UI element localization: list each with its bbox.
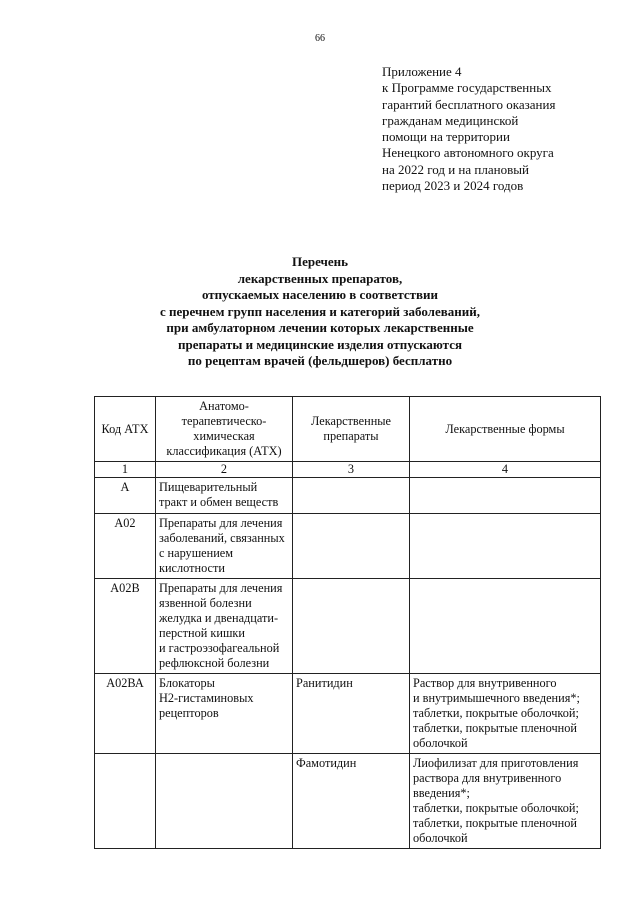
drug-cell: Фамотидин: [293, 754, 410, 849]
cell-line: и гастроэзофагеальной: [159, 641, 280, 655]
cell-line: введения*;: [413, 786, 470, 800]
forms-cell: [410, 478, 601, 514]
cell-line: оболочкой: [413, 831, 468, 845]
cell-line: Препараты для лечения: [159, 581, 283, 595]
cell-line: Раствор для внутривенного: [413, 676, 557, 690]
cell-line: Препараты для лечения: [159, 516, 283, 530]
forms-cell: [410, 674, 601, 754]
header-text: препараты: [323, 429, 379, 443]
appendix-line: на 2022 год и на плановый: [382, 161, 529, 177]
appendix-line: период 2023 и 2024 годов: [382, 178, 524, 194]
forms-cell: [410, 754, 601, 849]
appendix-note: [382, 64, 622, 194]
table-row: [95, 478, 601, 514]
cell-line: язвенной болезни: [159, 596, 252, 610]
table-header-row: [95, 397, 601, 462]
title-line: препараты и медицинские изделия отпускаются: [177, 336, 463, 352]
title-line: при амбулаторном лечении которых лекарственные: [166, 320, 474, 335]
cell-line: оболочкой: [413, 736, 468, 750]
atx-code-cell: [95, 754, 156, 849]
appendix-line: Ненецкого автономного округа: [382, 145, 554, 161]
header-text: химическая: [193, 429, 255, 443]
cell-line: желудка и двенадцати-: [159, 611, 279, 625]
classification-cell: [156, 478, 293, 514]
table-row: [95, 514, 601, 579]
cell-line: рецепторов: [159, 706, 219, 720]
cell-line: и внутримышечного введения*;: [413, 691, 580, 705]
cell-line: Лиофилизат для приготовления: [413, 756, 579, 770]
classification-cell: [156, 754, 293, 849]
title-line: Перечень: [291, 254, 349, 269]
page-number: 66: [315, 33, 325, 44]
atx-code-cell: А02: [95, 514, 156, 579]
column-number-row: [95, 462, 601, 478]
title-line: лекарственных препаратов,: [237, 270, 403, 286]
title-line: с перечнем групп населения и категорий заболеваний,: [160, 303, 480, 319]
atx-code-cell: А: [95, 478, 156, 514]
column-number: 3: [293, 462, 410, 478]
title-line: отпускаемых населению в соответствии: [201, 287, 439, 302]
appendix-line: помощи на территории: [382, 129, 510, 145]
title-line: по рецептам врачей (фельдшеров) бесплатно: [187, 353, 453, 368]
atx-code-cell: А02В: [95, 579, 156, 674]
cell-line: таблетки, покрытые оболочкой;: [413, 706, 579, 720]
cell-line: Пищеварительный: [159, 480, 258, 494]
column-number: 2: [156, 462, 293, 478]
table-row: [95, 754, 601, 849]
document-title: [0, 254, 640, 370]
header-classification: [156, 397, 293, 462]
column-number: 1: [95, 462, 156, 478]
column-number: 4: [410, 462, 601, 478]
classification-cell: [156, 579, 293, 674]
appendix-line: гарантий бесплатного оказания: [382, 96, 556, 112]
cell-line: Блокаторы: [159, 676, 215, 690]
appendix-line: Приложение 4: [382, 64, 462, 79]
forms-cell: [410, 579, 601, 674]
header-text: Анатомо-: [199, 399, 249, 413]
drug-cell: [293, 514, 410, 579]
cell-line: перстной кишки: [159, 626, 245, 640]
cell-line: кислотности: [159, 561, 225, 575]
cell-line: рефлюксной болезни: [159, 656, 270, 670]
cell-line: раствора для внутривенного: [413, 771, 562, 785]
atx-code-cell: А02ВА: [95, 674, 156, 754]
drug-cell: [293, 579, 410, 674]
classification-cell: [156, 674, 293, 754]
cell-line: с нарушением: [159, 546, 234, 560]
header-drugs: [293, 397, 410, 462]
appendix-line: гражданам медицинской: [382, 112, 519, 128]
cell-line: Н2-гистаминовых: [159, 691, 254, 705]
forms-cell: [410, 514, 601, 579]
drug-list-table: [94, 396, 601, 849]
classification-cell: [156, 514, 293, 579]
cell-line: таблетки, покрытые пленочной: [413, 816, 577, 830]
cell-line: заболеваний, связанных: [159, 531, 285, 545]
table-row: [95, 579, 601, 674]
appendix-line: к Программе государственных: [382, 80, 552, 96]
cell-line: таблетки, покрытые оболочкой;: [413, 801, 579, 815]
table-row: [95, 674, 601, 754]
header-text: Лекарственные: [310, 414, 391, 428]
header-text: классификация (АТХ): [166, 444, 282, 458]
cell-line: таблетки, покрытые пленочной: [413, 721, 577, 735]
cell-line: тракт и обмен веществ: [159, 495, 279, 509]
header-text: терапевтическо-: [181, 414, 267, 428]
drug-cell: [293, 478, 410, 514]
header-forms: Лекарственные формы: [410, 397, 601, 462]
header-code: Код АТХ: [95, 397, 156, 462]
drug-cell: Ранитидин: [293, 674, 410, 754]
